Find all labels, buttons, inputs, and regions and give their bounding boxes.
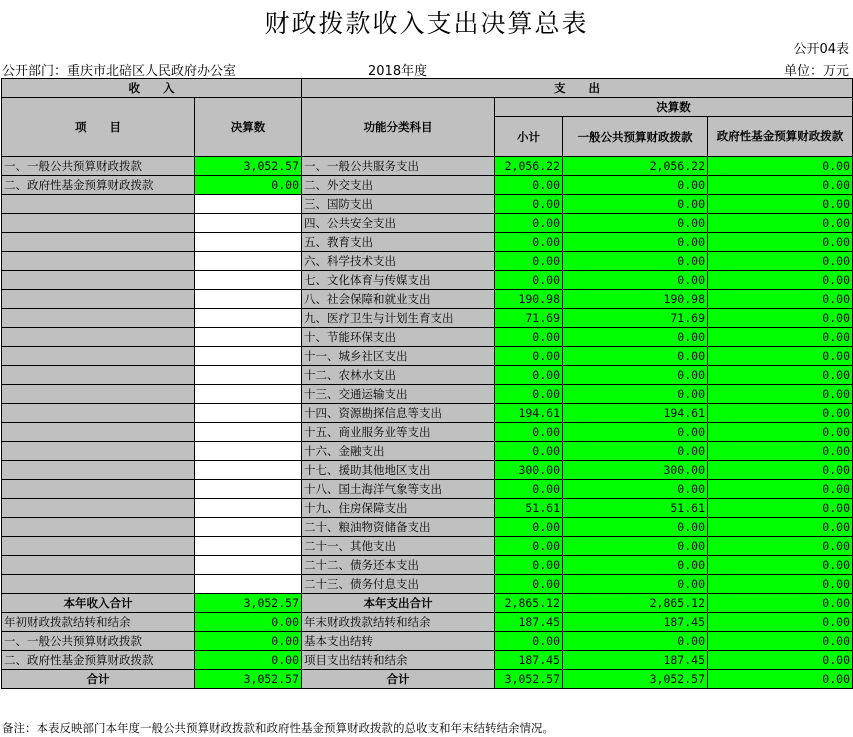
table-row: [2, 290, 853, 309]
summary-subtotal-value: 0.00: [495, 632, 563, 651]
expense-item: 六、科学技术支出: [302, 252, 495, 271]
summary-income-value: 0.00: [195, 651, 302, 670]
table-row: [2, 499, 853, 518]
income-value: 3,052.57: [195, 157, 302, 176]
general-budget-value: 0.00: [563, 575, 708, 594]
income-item: [2, 233, 195, 252]
expense-item: 七、文化体育与传媒支出: [302, 271, 495, 290]
income-value: [195, 290, 302, 309]
gov-fund-value: 0.00: [708, 499, 853, 518]
income-value: [195, 309, 302, 328]
income-item: [2, 328, 195, 347]
gov-fund-value: 0.00: [708, 328, 853, 347]
general-budget-value: 71.69: [563, 309, 708, 328]
general-budget-value: 0.00: [563, 328, 708, 347]
table-row: [2, 518, 853, 537]
subtotal-value: 0.00: [495, 385, 563, 404]
income-value: [195, 461, 302, 480]
final-group-header: 决算数: [495, 98, 853, 117]
summary-general-value: 3,052.57: [563, 670, 708, 689]
table-row: [2, 347, 853, 366]
table-row: [2, 271, 853, 290]
summary-general-value: 0.00: [563, 632, 708, 651]
summary-income-value: 0.00: [195, 632, 302, 651]
header-row-1: [2, 79, 853, 98]
subtotal-value: 0.00: [495, 195, 563, 214]
table-row: [2, 252, 853, 271]
summary-income-label: 合计: [2, 670, 195, 689]
expense-item: 十、节能环保支出: [302, 328, 495, 347]
subtotal-value: 0.00: [495, 328, 563, 347]
income-item: [2, 537, 195, 556]
gov-fund-value: 0.00: [708, 385, 853, 404]
summary-row: [2, 651, 853, 670]
income-item: [2, 214, 195, 233]
general-budget-value: 300.00: [563, 461, 708, 480]
gov-fund-value: 0.00: [708, 176, 853, 195]
income-value: [195, 499, 302, 518]
summary-subtotal-value: 187.45: [495, 651, 563, 670]
gov-fund-value: 0.00: [708, 195, 853, 214]
expense-item: 十二、农林水支出: [302, 366, 495, 385]
summary-income-label: 年初财政拨款结转和结余: [2, 613, 195, 632]
summary-income-value: 3,052.57: [195, 670, 302, 689]
final-amount-header: 决算数: [195, 98, 302, 157]
income-item: [2, 518, 195, 537]
summary-general-value: 187.45: [563, 613, 708, 632]
table-row: [2, 233, 853, 252]
expense-item: 十五、商业服务业等支出: [302, 423, 495, 442]
expense-item: 十三、交通运输支出: [302, 385, 495, 404]
summary-expense-label: 本年支出合计: [302, 594, 495, 613]
income-value: [195, 347, 302, 366]
gov-fund-value: 0.00: [708, 537, 853, 556]
expense-item: 二十、粮油物资储备支出: [302, 518, 495, 537]
expense-item: 四、公共安全支出: [302, 214, 495, 233]
summary-fund-value: 0.00: [708, 651, 853, 670]
gov-fund-value: 0.00: [708, 442, 853, 461]
gov-fund-value: 0.00: [708, 157, 853, 176]
subtotal-value: 0.00: [495, 252, 563, 271]
summary-fund-value: 0.00: [708, 670, 853, 689]
gov-fund-value: 0.00: [708, 309, 853, 328]
expense-item: 八、社会保障和就业支出: [302, 290, 495, 309]
income-item: [2, 556, 195, 575]
summary-fund-value: 0.00: [708, 594, 853, 613]
expense-item: 五、教育支出: [302, 233, 495, 252]
subtotal-value: 0.00: [495, 480, 563, 499]
gov-fund-value: 0.00: [708, 271, 853, 290]
income-value: [195, 366, 302, 385]
summary-general-value: 187.45: [563, 651, 708, 670]
income-value: [195, 195, 302, 214]
expense-item: 十六、金融支出: [302, 442, 495, 461]
expense-item: 二、外交支出: [302, 176, 495, 195]
gov-fund-value: 0.00: [708, 575, 853, 594]
table-row: [2, 423, 853, 442]
income-value: [195, 252, 302, 271]
gov-fund-value: 0.00: [708, 290, 853, 309]
subtotal-value: 0.00: [495, 233, 563, 252]
gov-fund-value: 0.00: [708, 233, 853, 252]
income-value: [195, 556, 302, 575]
gov-fund-value: 0.00: [708, 480, 853, 499]
gov-fund-value: 0.00: [708, 404, 853, 423]
income-value: [195, 328, 302, 347]
summary-income-value: 3,052.57: [195, 594, 302, 613]
expense-item: 十四、资源勘探信息等支出: [302, 404, 495, 423]
income-value: [195, 423, 302, 442]
income-item: [2, 575, 195, 594]
summary-subtotal-value: 2,865.12: [495, 594, 563, 613]
summary-income-label: 二、政府性基金预算财政拨款: [2, 651, 195, 670]
income-item: [2, 442, 195, 461]
general-budget-value: 0.00: [563, 214, 708, 233]
unit-label: 单位：万元: [783, 64, 849, 79]
income-value: [195, 385, 302, 404]
table-row: [2, 385, 853, 404]
subtotal-value: 0.00: [495, 537, 563, 556]
gov-fund-value: 0.00: [708, 252, 853, 271]
general-budget-value: 0.00: [563, 537, 708, 556]
table-row: [2, 575, 853, 594]
subtotal-value: 0.00: [495, 556, 563, 575]
summary-row: [2, 594, 853, 613]
general-budget-value: 0.00: [563, 366, 708, 385]
table-row: [2, 157, 853, 176]
budget-table: [1, 78, 853, 689]
general-budget-value: 0.00: [563, 423, 708, 442]
year-label: 2018年度: [368, 64, 428, 79]
income-value: 0.00: [195, 176, 302, 195]
subtotal-value: 0.00: [495, 423, 563, 442]
gov-fund-value: 0.00: [708, 423, 853, 442]
subtotal-value: 51.61: [495, 499, 563, 518]
income-item: [2, 499, 195, 518]
subtotal-value: 0.00: [495, 271, 563, 290]
footnote: 备注：本表反映部门本年度一般公共预算财政拨款和政府性基金预算财政拨款的总收支和年末结转结余情况。: [2, 721, 554, 735]
income-value: [195, 271, 302, 290]
income-value: [195, 404, 302, 423]
subtotal-value: 190.98: [495, 290, 563, 309]
table-row: [2, 214, 853, 233]
expense-header: 支 出: [302, 79, 853, 98]
item-header: 项 目: [2, 98, 195, 157]
subtotal-value: 194.61: [495, 404, 563, 423]
general-budget-value: 0.00: [563, 271, 708, 290]
subtotal-value: 0.00: [495, 214, 563, 233]
subtotal-value: 0.00: [495, 575, 563, 594]
department-label: 公开部门：重庆市北碚区人民政府办公室: [2, 64, 237, 79]
income-value: [195, 233, 302, 252]
expense-item: 二十二、债务还本支出: [302, 556, 495, 575]
table-row: [2, 442, 853, 461]
expense-item: 十八、国土海洋气象等支出: [302, 480, 495, 499]
header-row-2: [2, 98, 853, 117]
summary-income-label: 本年收入合计: [2, 594, 195, 613]
general-budget-value: 0.00: [563, 442, 708, 461]
table-row: [2, 461, 853, 480]
income-item: [2, 290, 195, 309]
expense-item: 二十一、其他支出: [302, 537, 495, 556]
expense-item: 十七、援助其他地区支出: [302, 461, 495, 480]
page-title: 财政拨款收入支出决算总表: [264, 9, 589, 38]
summary-subtotal-value: 187.45: [495, 613, 563, 632]
gov-fund-value: 0.00: [708, 518, 853, 537]
table-row: [2, 556, 853, 575]
summary-fund-value: 0.00: [708, 632, 853, 651]
income-item: [2, 271, 195, 290]
income-value: [195, 537, 302, 556]
func-class-header: 功能分类科目: [302, 98, 495, 157]
summary-income-value: 0.00: [195, 613, 302, 632]
subtotal-value: 2,056.22: [495, 157, 563, 176]
income-item: 二、政府性基金预算财政拨款: [2, 176, 195, 195]
income-value: [195, 518, 302, 537]
table-row: [2, 328, 853, 347]
expense-item: 三、国防支出: [302, 195, 495, 214]
general-budget-value: 194.61: [563, 404, 708, 423]
table-row: [2, 366, 853, 385]
gov-fund-value: 0.00: [708, 214, 853, 233]
general-budget-value: 0.00: [563, 176, 708, 195]
expense-item: 一、一般公共服务支出: [302, 157, 495, 176]
table-row: [2, 309, 853, 328]
subtotal-value: 0.00: [495, 366, 563, 385]
income-item: [2, 366, 195, 385]
table-row: [2, 480, 853, 499]
table-row: [2, 404, 853, 423]
income-item: [2, 480, 195, 499]
summary-row: [2, 613, 853, 632]
summary-general-value: 2,865.12: [563, 594, 708, 613]
general-budget-value: 0.00: [563, 518, 708, 537]
income-value: [195, 214, 302, 233]
summary-fund-value: 0.00: [708, 613, 853, 632]
expense-item: 十一、城乡社区支出: [302, 347, 495, 366]
income-value: [195, 480, 302, 499]
income-value: [195, 575, 302, 594]
summary-row: [2, 632, 853, 651]
summary-expense-label: 基本支出结转: [302, 632, 495, 651]
general-budget-value: 0.00: [563, 347, 708, 366]
general-budget-value: 0.00: [563, 233, 708, 252]
general-budget-value: 0.00: [563, 195, 708, 214]
expense-item: 九、医疗卫生与计划生育支出: [302, 309, 495, 328]
summary-expense-label: 年末财政拨款结转和结余: [302, 613, 495, 632]
general-budget-value: 0.00: [563, 480, 708, 499]
summary-expense-label: 合计: [302, 670, 495, 689]
gov-fund-value: 0.00: [708, 366, 853, 385]
table-row: [2, 176, 853, 195]
income-item: [2, 404, 195, 423]
general-budget-value: 2,056.22: [563, 157, 708, 176]
gov-fund-value: 0.00: [708, 556, 853, 575]
income-item: [2, 252, 195, 271]
gov-fund-value: 0.00: [708, 461, 853, 480]
subtotal-value: 0.00: [495, 176, 563, 195]
summary-expense-label: 项目支出结转和结余: [302, 651, 495, 670]
general-budget-header: 一般公共预算财政拨款: [563, 117, 708, 157]
income-item: [2, 385, 195, 404]
subtotal-value: 0.00: [495, 347, 563, 366]
general-budget-value: 0.00: [563, 252, 708, 271]
income-item: 一、一般公共预算财政拨款: [2, 157, 195, 176]
subtotal-header: 小计: [495, 117, 563, 157]
income-value: [195, 442, 302, 461]
subtotal-value: 0.00: [495, 442, 563, 461]
income-item: [2, 423, 195, 442]
table-row: [2, 537, 853, 556]
income-item: [2, 195, 195, 214]
summary-subtotal-value: 3,052.57: [495, 670, 563, 689]
table-row: [2, 195, 853, 214]
general-budget-value: 190.98: [563, 290, 708, 309]
subtotal-value: 300.00: [495, 461, 563, 480]
gov-fund-value: 0.00: [708, 347, 853, 366]
summary-income-label: 一、一般公共预算财政拨款: [2, 632, 195, 651]
general-budget-value: 51.61: [563, 499, 708, 518]
general-budget-value: 0.00: [563, 556, 708, 575]
summary-row: [2, 670, 853, 689]
income-item: [2, 461, 195, 480]
income-item: [2, 347, 195, 366]
income-item: [2, 309, 195, 328]
general-budget-value: 0.00: [563, 385, 708, 404]
income-header: 收 入: [2, 79, 302, 98]
subtotal-value: 71.69: [495, 309, 563, 328]
form-number: 公开04表: [793, 42, 849, 57]
expense-item: 十九、住房保障支出: [302, 499, 495, 518]
subtotal-value: 0.00: [495, 518, 563, 537]
gov-fund-header: 政府性基金预算财政拨款: [708, 117, 853, 157]
expense-item: 二十三、债务付息支出: [302, 575, 495, 594]
